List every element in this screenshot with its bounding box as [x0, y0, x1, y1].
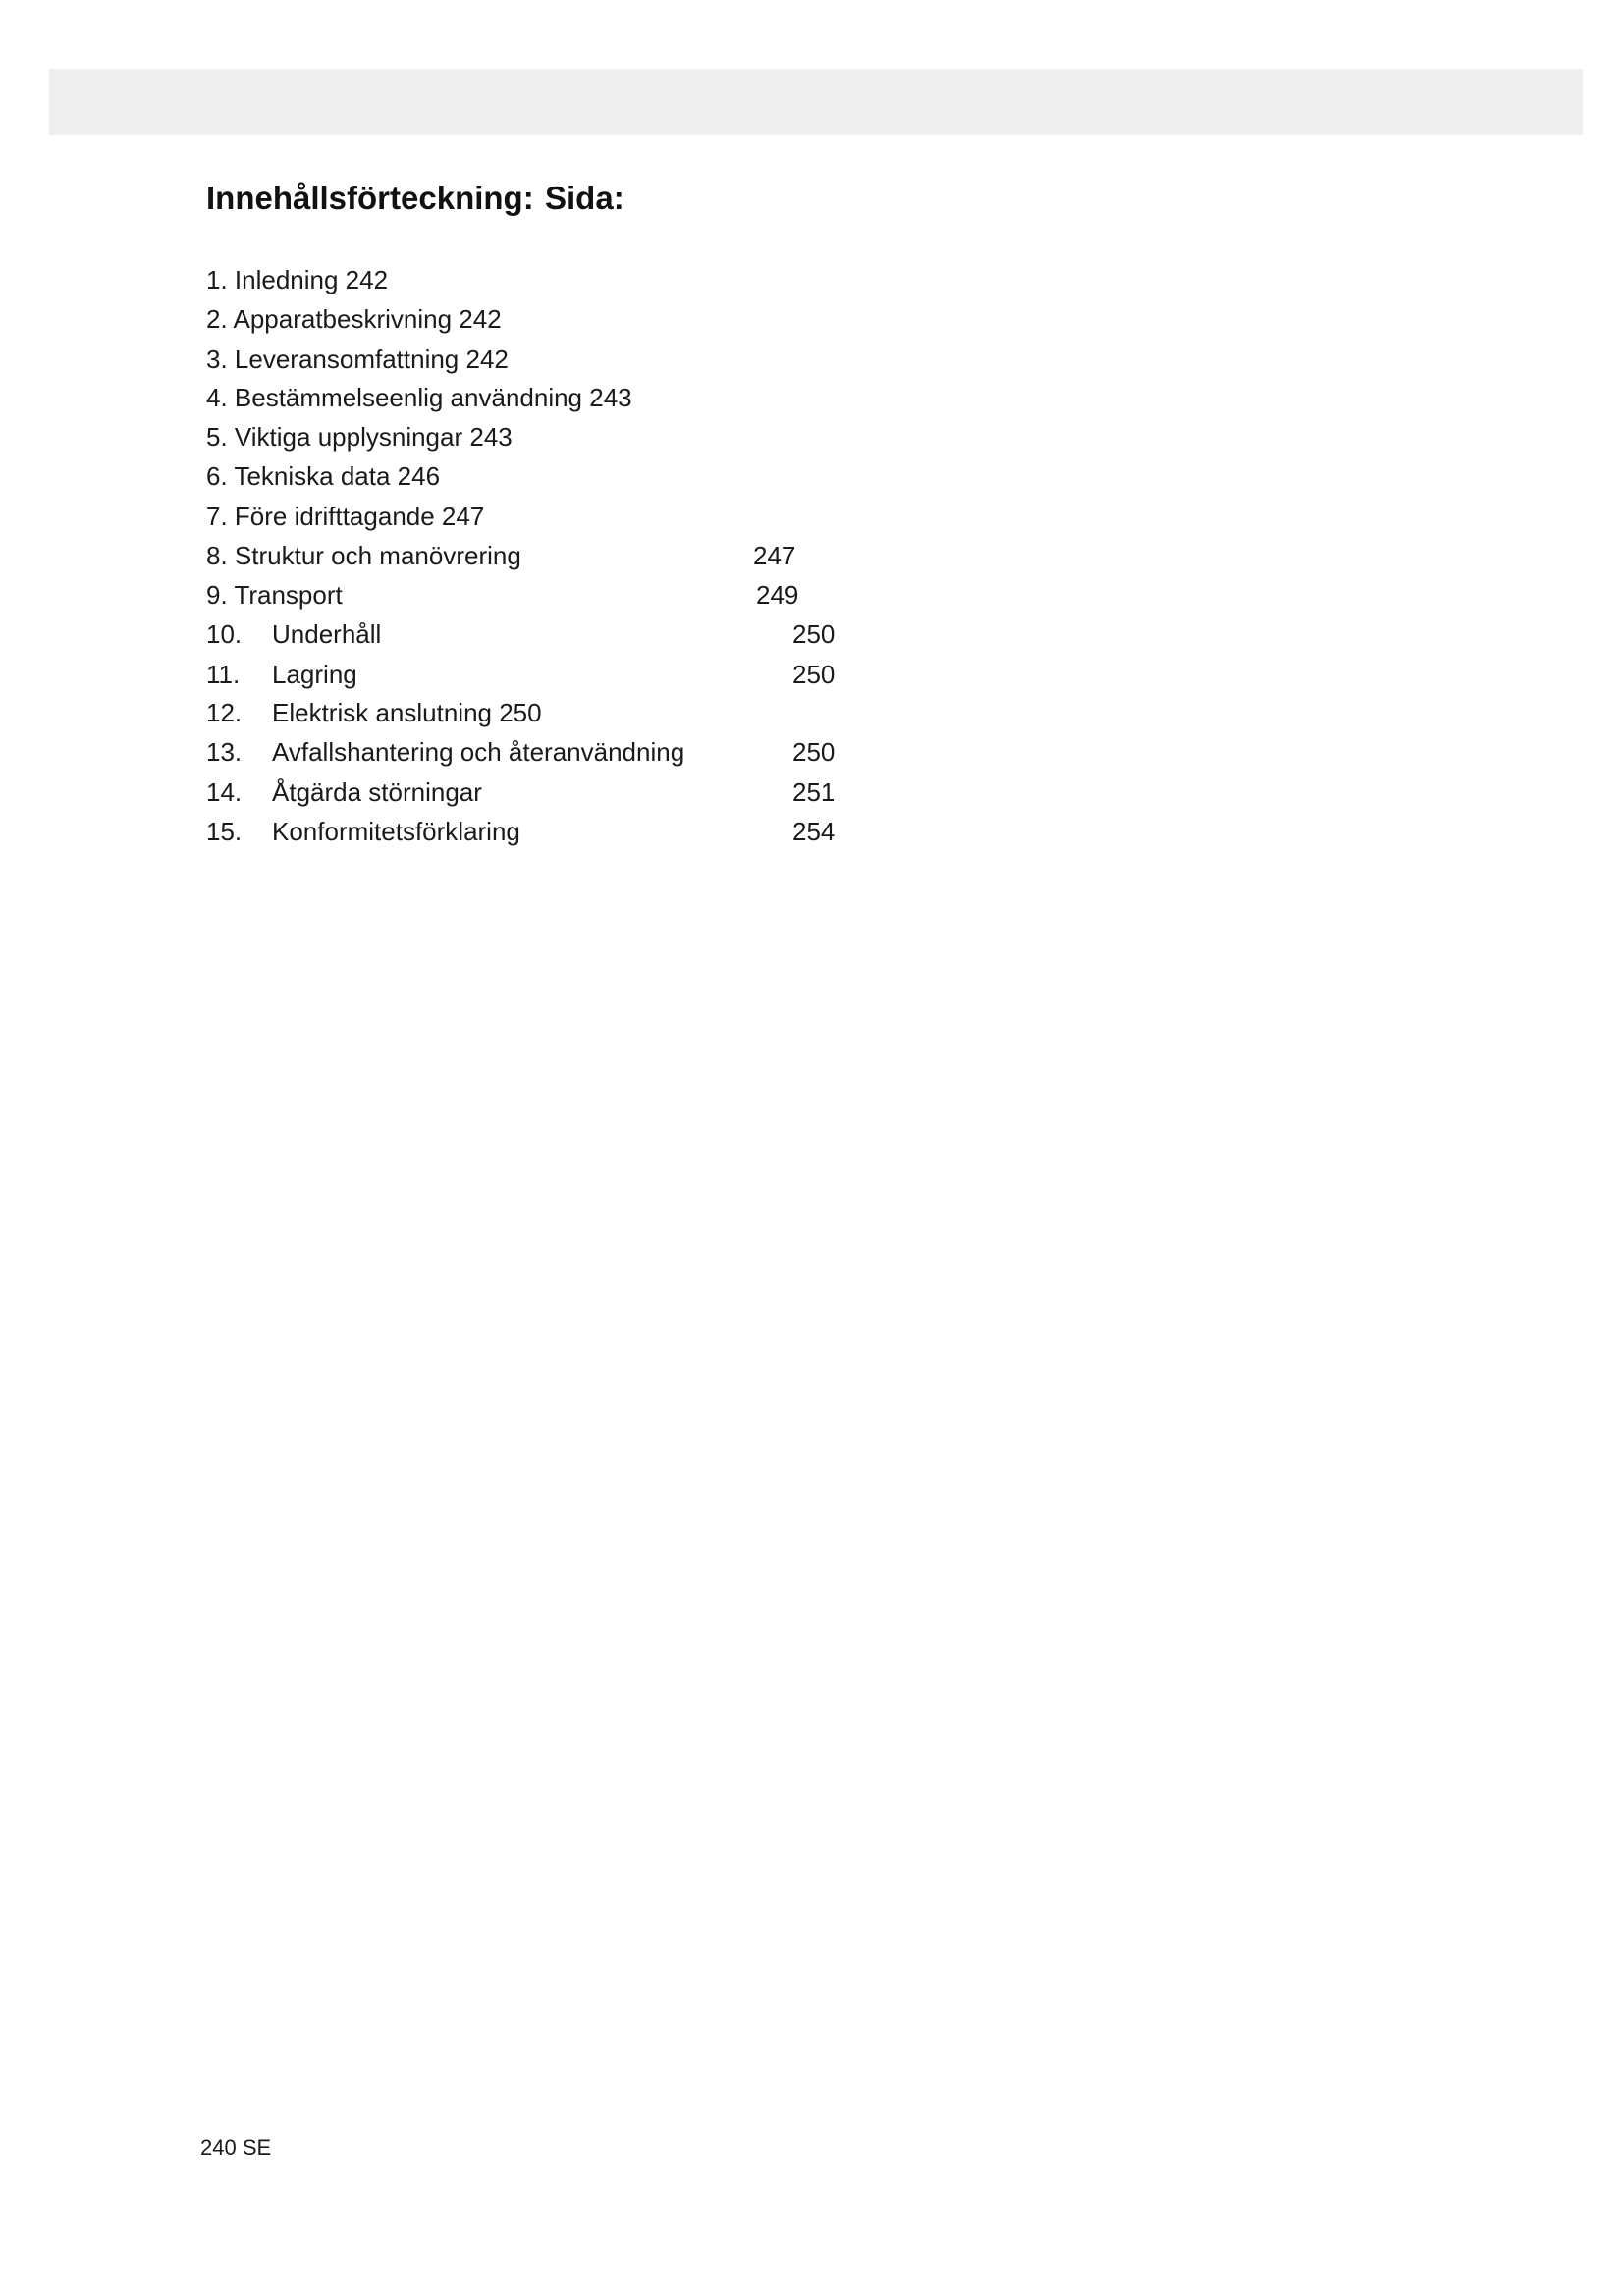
toc-entry-text: 2. Apparatbeskrivning 242 — [206, 304, 502, 334]
toc-entry-page: 249 — [756, 580, 799, 610]
toc-entry-text: 3. Leveransomfattning 242 — [206, 345, 509, 374]
toc-entry-13 — [206, 737, 893, 767]
toc-entry-15 — [206, 817, 893, 846]
toc-title: Innehållsförteckning: — [206, 180, 534, 216]
toc-entry-text: 4. Bestämmelseenlig användning 243 — [206, 383, 632, 412]
toc-entry-title: Avfallshantering och återanvändning — [272, 737, 685, 767]
toc-entry-8 — [206, 541, 893, 570]
toc-entry-number: 11. — [206, 660, 241, 689]
toc-page-label: Sida: — [545, 180, 624, 216]
toc-entry-page: 250 — [792, 619, 836, 649]
toc-entry-10 — [206, 619, 893, 649]
toc-entry-11 — [206, 660, 893, 689]
toc-entry-14 — [206, 777, 893, 807]
toc-entry-3 — [206, 345, 509, 374]
toc-entry-page: 254 — [792, 817, 836, 846]
toc-entry-number: 12. — [206, 698, 243, 727]
toc-entry-title: Lagring — [272, 660, 357, 689]
toc-entry-number: 15. — [206, 817, 243, 846]
toc-entry-page: 250 — [792, 737, 836, 767]
toc-entry-page: 250 — [792, 660, 836, 689]
toc-entry-title: Elektrisk anslutning 250 — [272, 698, 542, 727]
toc-entry-number: 14. — [206, 777, 243, 807]
toc-entry-title: Underhåll — [272, 619, 382, 649]
toc-entry-text: 7. Före idrifttagande 247 — [206, 502, 485, 531]
toc-entry-5 — [206, 422, 513, 452]
toc-entry-1 — [206, 265, 388, 294]
toc-entry-7 — [206, 502, 484, 531]
toc-entry-12 — [206, 698, 893, 727]
toc-entry-6 — [206, 461, 440, 491]
toc-entry-4 — [206, 383, 632, 412]
toc-entry-text: 8. Struktur och manövrering — [206, 541, 521, 570]
toc-entry-text: 9. Transport — [206, 580, 343, 610]
toc-entry-9 — [206, 580, 893, 610]
toc-entry-number: 13. — [206, 737, 243, 767]
toc-entry-2 — [206, 304, 502, 334]
header-bar — [49, 69, 1583, 135]
page-footer: 240 SE — [200, 2135, 272, 2160]
toc-entry-text: 6. Tekniska data 246 — [206, 461, 441, 491]
toc-entry-page: 251 — [792, 777, 836, 807]
toc-entry-text: 5. Viktiga upplysningar 243 — [206, 422, 513, 452]
toc-entry-number: 10. — [206, 619, 243, 649]
toc-heading — [206, 180, 624, 217]
toc-entry-title: Åtgärda störningar — [272, 777, 482, 807]
toc-entry-page: 247 — [753, 541, 796, 570]
toc-entry-text: 1. Inledning 242 — [206, 265, 389, 294]
toc-entry-title: Konformitetsförklaring — [272, 817, 520, 846]
